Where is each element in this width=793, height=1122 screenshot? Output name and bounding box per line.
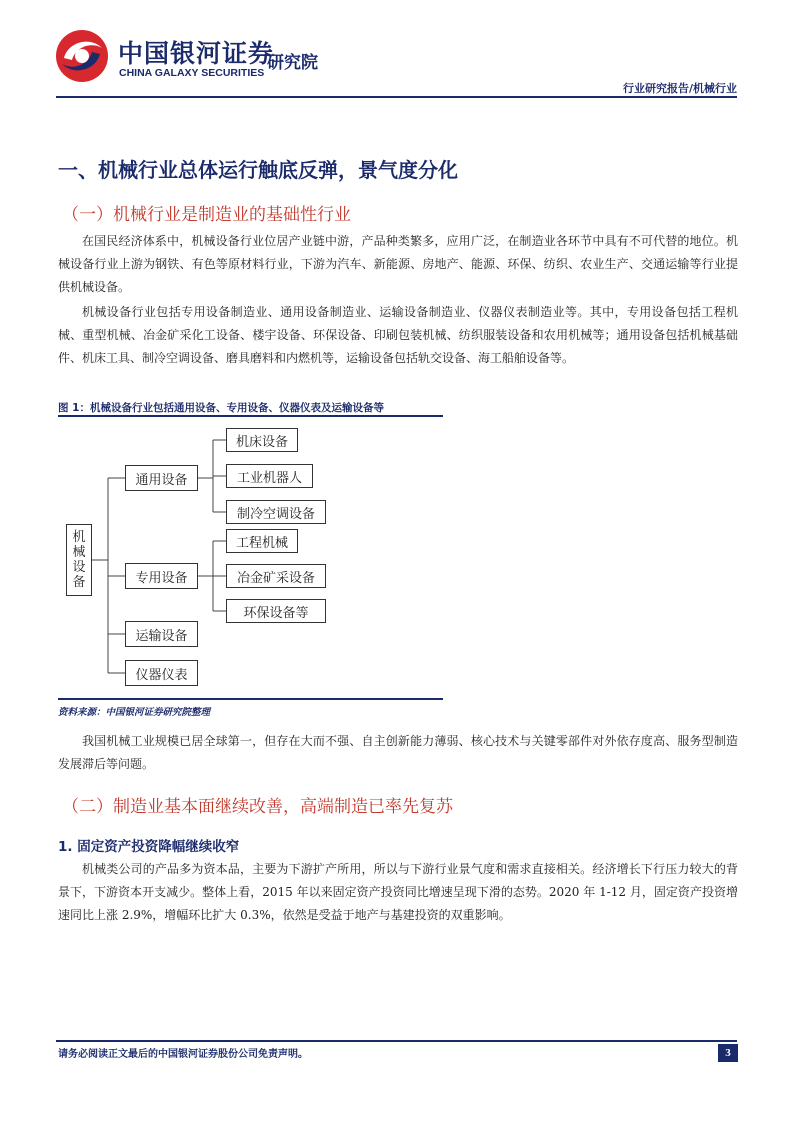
- paragraph-1: 在国民经济体系中，机械设备行业位居产业链中游，产品种类繁多，应用广泛，在制造业各环节中具有不可代替的地位。机械设备行业上游为钢铁、有色等原材料行业，下游为汽车、新能源、房地产、能源、环保、纺织、农业生产、交通运输等行业提供机械设备。: [58, 234, 738, 294]
- header-divider: [56, 96, 737, 98]
- subsubsection-title: 1. 固定资产投资降幅继续收窄: [58, 839, 240, 855]
- node-machine-tool: 机床设备: [226, 428, 298, 452]
- subsection-title-2: （二）制造业基本面继续改善，高端制造已率先复苏: [62, 797, 453, 817]
- logo-company-name-en: CHINA GALAXY SECURITIES: [119, 67, 265, 79]
- figure-top-rule: [58, 415, 443, 417]
- figure-source: 资料来源：中国银河证券研究院整理: [58, 707, 211, 718]
- industry-tree-diagram: [58, 418, 443, 696]
- node-construction-machinery: 工程机械: [226, 529, 298, 553]
- node-industrial-robot: 工业机器人: [226, 464, 313, 488]
- node-special-equipment: 专用设备: [125, 563, 198, 589]
- subsection-title-1: （一）机械行业是制造业的基础性行业: [62, 205, 351, 225]
- node-metallurgy-mining: 冶金矿采设备: [226, 564, 326, 588]
- paragraph-4: 机械类公司的产品多为资本品，主要为下游扩产所用，所以与下游行业景气度和需求直接相关。经济增长下行压力较大的背景下，下游资本开支减少。整体上看，2015 年以来固定资产投资同比增速呈现下滑的态势。2020 年 1-12 月，固定资产投资增速同比上涨 2.9%，增幅环比扩大 0.3%，依然是受益于地产与基建投资的双重影响。: [58, 862, 738, 922]
- paragraph-2: 机械设备行业包括专用设备制造业、通用设备制造业、运输设备制造业、仪器仪表制造业等。其中，专用设备包括工程机械、重型机械、冶金矿采化工设备、楼宇设备、环保设备、印刷包装机械、纺织服装设备和农用机械等；通用设备包括机械基础件、机床工具、制冷空调设备、磨具磨料和内燃机等，运输设备包括轨交设备、海工船舶设备等。: [58, 305, 738, 365]
- page-number: 3: [718, 1044, 738, 1062]
- diagram-connectors: [58, 418, 443, 696]
- galaxy-logo-icon: [54, 28, 110, 84]
- node-transport-equipment: 运输设备: [125, 621, 198, 647]
- footer-disclaimer: 请务必阅读正文最后的中国银河证券股份公司免责声明。: [58, 1049, 308, 1060]
- footer-divider: [56, 1040, 737, 1042]
- node-instruments: 仪器仪表: [125, 660, 198, 686]
- logo-company-name-cn: 中国银河证券: [118, 39, 275, 68]
- figure-title: 图 1：机械设备行业包括通用设备、专用设备、仪器仪表及运输设备等: [58, 402, 384, 414]
- figure-bottom-rule: [58, 698, 443, 700]
- logo-institute: 研究院: [267, 53, 318, 73]
- node-refrigeration-ac: 制冷空调设备: [226, 500, 326, 524]
- node-general-equipment: 通用设备: [125, 465, 198, 491]
- paragraph-3: 我国机械工业规模已居全球第一，但存在大而不强、自主创新能力薄弱、核心技术与关键零部件对外依存度高、服务型制造发展滞后等问题。: [58, 734, 738, 771]
- node-environmental: 环保设备等: [226, 599, 326, 623]
- report-category: 行业研究报告/机械行业: [622, 82, 737, 95]
- section-title: 一、机械行业总体运行触底反弹，景气度分化: [58, 158, 458, 182]
- diagram-root-node: 机械设备: [66, 524, 92, 596]
- company-logo: [54, 28, 344, 84]
